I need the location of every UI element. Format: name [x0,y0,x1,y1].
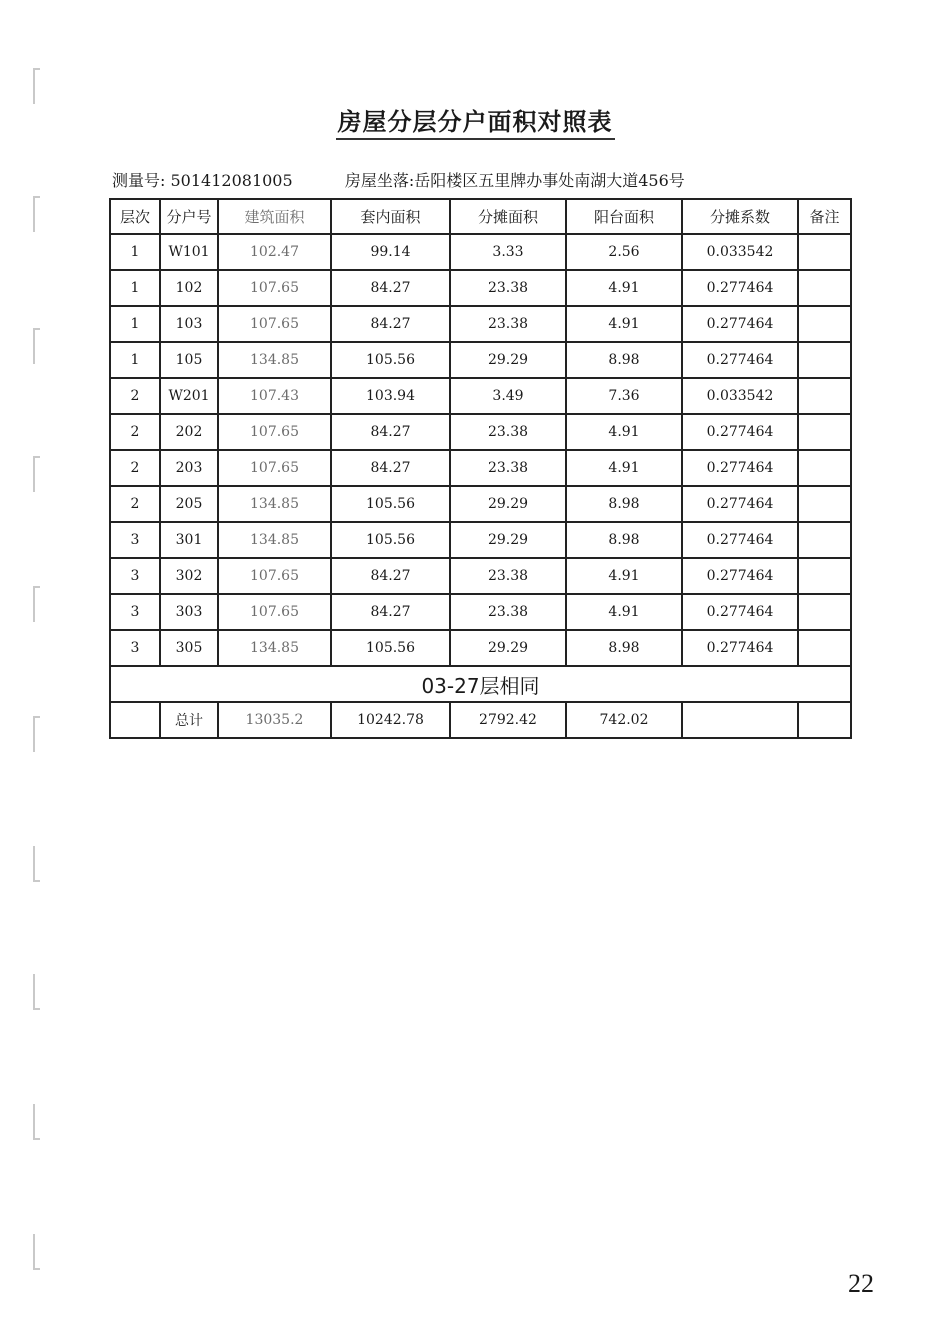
cell-balcony-area: 4.91 [566,306,682,342]
header-share-coefficient: 分摊系数 [682,199,798,234]
table-row [110,594,851,630]
cell-shared-area: 3.49 [450,378,566,414]
table-row [110,630,851,666]
cell-inner-area: 103.94 [331,378,450,414]
cell-inner-area: 84.27 [331,594,450,630]
cell-building-area: 102.47 [218,234,331,270]
cell-balcony-area: 7.36 [566,378,682,414]
cell-inner-area: 84.27 [331,306,450,342]
cell-building-area: 134.85 [218,486,331,522]
table-row [110,378,851,414]
cell-share-coefficient: 0.277464 [682,630,798,666]
header-remarks: 备注 [798,199,851,234]
cell-unit: W201 [160,378,218,414]
header-balcony-area: 阳台面积 [566,199,682,234]
binding-mark-8 [33,974,40,1010]
table-row [110,522,851,558]
cell-shared-area: 23.38 [450,558,566,594]
cell-share-coefficient: 0.277464 [682,306,798,342]
totals-empty-floor [110,702,160,738]
cell-building-area: 107.65 [218,306,331,342]
cell-building-area: 107.65 [218,450,331,486]
cell-share-coefficient: 0.277464 [682,594,798,630]
binding-mark-10 [33,1234,40,1270]
cell-balcony-area: 8.98 [566,630,682,666]
survey-number-value: 501412081005 [170,171,293,190]
cell-inner-area: 84.27 [331,558,450,594]
cell-unit: 301 [160,522,218,558]
cell-inner-area: 105.56 [331,522,450,558]
cell-shared-area: 29.29 [450,630,566,666]
cell-shared-area: 29.29 [450,522,566,558]
table-row [110,414,851,450]
cell-shared-area: 23.38 [450,450,566,486]
cell-balcony-area: 4.91 [566,270,682,306]
cell-unit: W101 [160,234,218,270]
cell-share-coefficient: 0.277464 [682,450,798,486]
cell-remarks [798,594,851,630]
page-number: 22 [848,1269,874,1298]
cell-remarks [798,234,851,270]
location-value: 岳阳楼区五里牌办事处南湖大道456号 [414,171,685,190]
cell-floor: 2 [110,378,160,414]
table-row [110,270,851,306]
totals-label: 总计 [160,702,218,738]
cell-balcony-area: 8.98 [566,522,682,558]
cell-share-coefficient: 0.277464 [682,486,798,522]
cell-building-area: 134.85 [218,630,331,666]
cell-building-area: 134.85 [218,522,331,558]
cell-unit: 102 [160,270,218,306]
cell-remarks [798,342,851,378]
binding-mark-6 [33,716,40,752]
table-row [110,486,851,522]
cell-inner-area: 99.14 [331,234,450,270]
cell-unit: 303 [160,594,218,630]
cell-balcony-area: 2.56 [566,234,682,270]
cell-floor: 3 [110,594,160,630]
cell-floor: 3 [110,630,160,666]
cell-remarks [798,558,851,594]
cell-shared-area: 29.29 [450,342,566,378]
totals-inner-area: 10242.78 [331,702,450,738]
cell-shared-area: 29.29 [450,486,566,522]
same-floors-note: 03-27层相同 [110,666,851,702]
table-row [110,558,851,594]
cell-building-area: 107.65 [218,558,331,594]
cell-inner-area: 105.56 [331,486,450,522]
cell-balcony-area: 8.98 [566,342,682,378]
header-shared-area: 分摊面积 [450,199,566,234]
document-title-text: 房屋分层分户面积对照表 [336,108,615,140]
cell-floor: 3 [110,558,160,594]
header-inner-area: 套内面积 [331,199,450,234]
cell-balcony-area: 4.91 [566,594,682,630]
cell-remarks [798,630,851,666]
table-row [110,450,851,486]
cell-balcony-area: 8.98 [566,486,682,522]
cell-unit: 302 [160,558,218,594]
cell-share-coefficient: 0.033542 [682,234,798,270]
location-label: 房屋坐落: [344,171,415,190]
cell-inner-area: 105.56 [331,342,450,378]
cell-inner-area: 84.27 [331,270,450,306]
cell-inner-area: 84.27 [331,450,450,486]
binding-mark-4 [33,456,40,492]
cell-share-coefficient: 0.277464 [682,522,798,558]
cell-balcony-area: 4.91 [566,414,682,450]
area-comparison-table [109,198,852,739]
cell-remarks [798,522,851,558]
cell-floor: 1 [110,342,160,378]
cell-remarks [798,270,851,306]
binding-mark-1 [33,68,40,104]
cell-unit: 203 [160,450,218,486]
binding-mark-2 [33,196,40,232]
cell-shared-area: 23.38 [450,270,566,306]
cell-shared-area: 23.38 [450,306,566,342]
header-floor: 层次 [110,199,160,234]
cell-building-area: 107.65 [218,270,331,306]
cell-floor: 1 [110,306,160,342]
cell-share-coefficient: 0.277464 [682,342,798,378]
table-row [110,306,851,342]
cell-balcony-area: 4.91 [566,558,682,594]
totals-empty-coefficient [682,702,798,738]
survey-meta-line [112,168,685,191]
cell-floor: 2 [110,450,160,486]
cell-remarks [798,486,851,522]
cell-balcony-area: 4.91 [566,450,682,486]
binding-mark-3 [33,328,40,364]
cell-unit: 105 [160,342,218,378]
table-body [110,234,851,738]
totals-shared-area: 2792.42 [450,702,566,738]
cell-floor: 3 [110,522,160,558]
document-title [0,102,950,137]
cell-remarks [798,450,851,486]
cell-shared-area: 3.33 [450,234,566,270]
totals-row [110,702,851,738]
totals-balcony-area: 742.02 [566,702,682,738]
cell-share-coefficient: 0.277464 [682,270,798,306]
cell-remarks [798,306,851,342]
cell-remarks [798,414,851,450]
cell-building-area: 107.65 [218,594,331,630]
cell-inner-area: 84.27 [331,414,450,450]
cell-share-coefficient: 0.277464 [682,414,798,450]
cell-unit: 103 [160,306,218,342]
cell-building-area: 107.43 [218,378,331,414]
cell-floor: 2 [110,486,160,522]
cell-remarks [798,378,851,414]
cell-floor: 1 [110,234,160,270]
same-floors-row [110,666,851,702]
cell-share-coefficient: 0.277464 [682,558,798,594]
table-row [110,234,851,270]
header-unit: 分户号 [160,199,218,234]
cell-inner-area: 105.56 [331,630,450,666]
header-building-area: 建筑面积 [218,199,331,234]
cell-shared-area: 23.38 [450,594,566,630]
binding-mark-7 [33,846,40,882]
cell-floor: 1 [110,270,160,306]
binding-mark-9 [33,1104,40,1140]
cell-unit: 205 [160,486,218,522]
table-row [110,342,851,378]
cell-building-area: 134.85 [218,342,331,378]
table-header-row [110,199,851,234]
cell-building-area: 107.65 [218,414,331,450]
cell-shared-area: 23.38 [450,414,566,450]
survey-number-label: 测量号: [112,171,166,190]
cell-unit: 202 [160,414,218,450]
cell-floor: 2 [110,414,160,450]
cell-unit: 305 [160,630,218,666]
binding-mark-5 [33,586,40,622]
cell-share-coefficient: 0.033542 [682,378,798,414]
totals-building-area: 13035.2 [218,702,331,738]
totals-empty-remarks [798,702,851,738]
